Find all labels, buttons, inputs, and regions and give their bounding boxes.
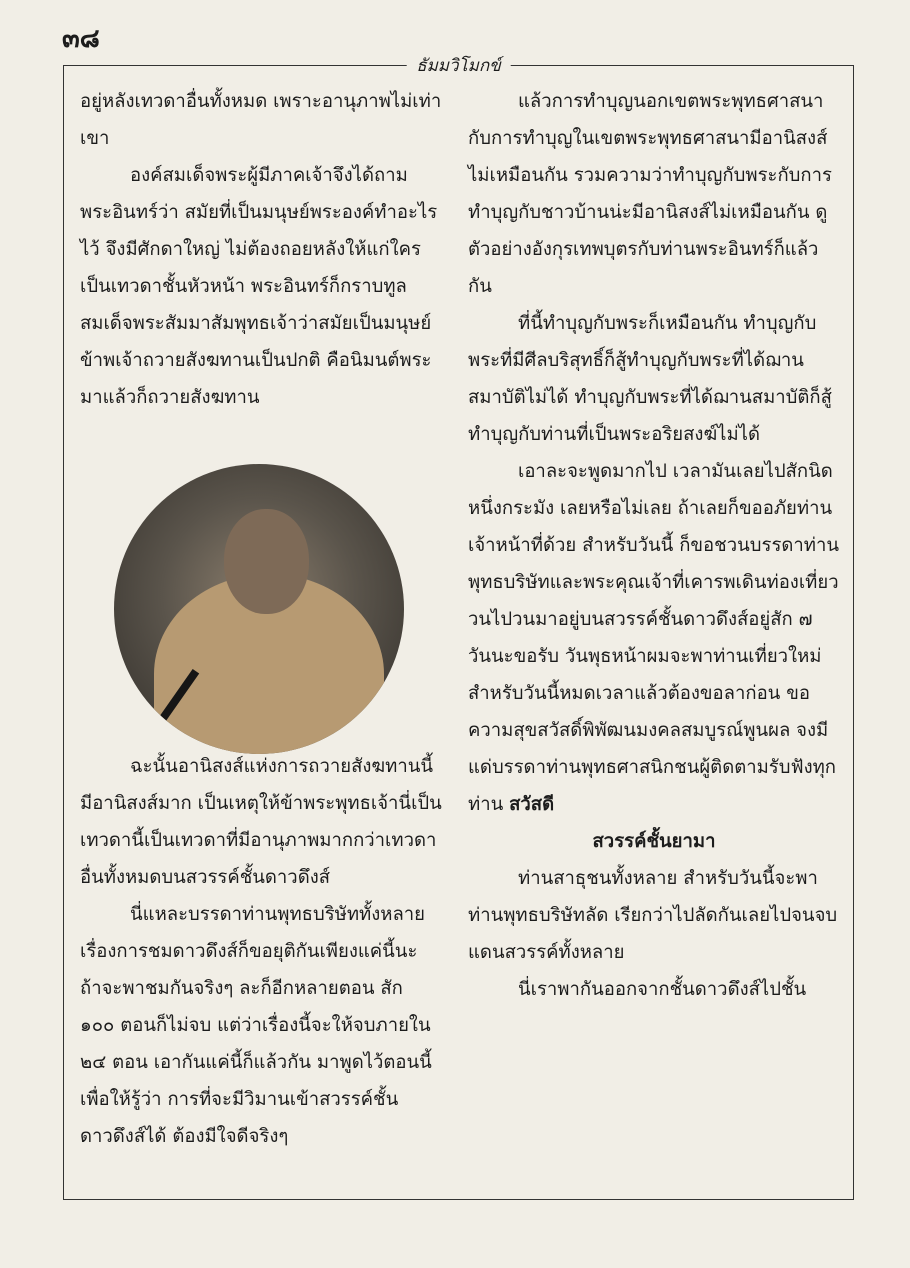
- paragraph: นี่เราพากันออกจากชั้นดาวดึงส์ไปชั้น: [518, 979, 807, 1000]
- paragraph: ที่นี้ทำบุญกับพระก็เหมือนกัน ทำบุญกับพระที่มีศีลบริสุทธิ์ก็สู้ทำบุญกับพระที่ได้ฌานสมาบัติไม่ได้ ทำบุญกับพระที่ได้ฌานสมาบัติก็สู้ทำบุญกับท่านที่เป็นพระอริยสงฆ์ไม่ได้: [468, 313, 832, 445]
- right-column: [468, 83, 840, 1008]
- paragraph: ฉะนั้นอานิสงส์แห่งการถวายสังฆทานนี้มีอานิสงส์มาก เป็นเหตุให้ข้าพระพุทธเจ้านี่เป็นเทวดานี้เป็นเทวดาที่มีอานุภาพมากกว่าเทวดาอื่นทั้งหมดบนสวรรค์ชั้นดาวดึงส์: [80, 756, 442, 888]
- paragraph: แล้วการทำบุญนอกเขตพระพุทธศาสนากับการทำบุญในเขตพระพุทธศาสนามีอานิสงส์ไม่เหมือนกัน รวมความว่าทำบุญกับพระกับการทำบุญกับชาวบ้านน่ะมีอานิสงส์ไม่เหมือนกัน ดูตัวอย่างอังกุรเทพบุตรกับท่านพระอินทร์ก็แล้วกัน: [468, 91, 832, 297]
- left-column-top: [80, 83, 442, 416]
- greeting-bold: สวัสดี: [509, 794, 555, 815]
- paragraph: ท่านสาธุชนทั้งหลาย สำหรับวันนี้จะพาท่านพุทธบริษัทลัด เรียกว่าไปลัดกันเลยไปจนจบแดนสวรรค์ทั้งหลาย: [468, 868, 838, 963]
- left-column-bottom: [80, 748, 442, 1155]
- running-head: ธัมมวิโมกข์: [406, 52, 511, 79]
- paragraph: องค์สมเด็จพระผู้มีภาคเจ้าจึงได้ถามพระอินทร์ว่า สมัยที่เป็นมนุษย์พระองค์ทำอะไรไว้ จึงมีศักดาใหญ่ ไม่ต้องถอยหลังให้แก่ใครเป็นเทวดาชั้นหัวหน้า พระอินทร์ก็กราบทูลสมเด็จพระสัมมาสัมพุทธเจ้าว่าสมัยเป็นมนุษย์ข้าพเจ้าถวายสังฆทานเป็นปกติ คือนิมนต์พระมาแล้วก็ถวายสังฆทาน: [80, 165, 438, 408]
- monk-portrait-photo: [114, 464, 404, 754]
- paragraph: [468, 453, 840, 823]
- paragraph: นี่แหละบรรดาท่านพุทธบริษัททั้งหลายเรื่องการชมดาวดึงส์ก็ขอยุติกันเพียงแค่นี้นะ ถ้าจะพาชมกันจริงๆ ละก็อีกหลายตอน สัก ๑๐๐ ตอนก็ไม่จบ แต่ว่าเรื่องนี้จะให้จบภายใน ๒๔ ตอน เอากันแค่นี้ก็แล้วกัน มาพูดไว้ตอนนี้เพื่อให้รู้ว่า การที่จะมีวิมานเข้าสวรรค์ชั้นดาวดึงส์ได้ ต้องมีใจดีจริงๆ: [80, 904, 432, 1147]
- page-number: ๓๘: [62, 24, 100, 54]
- head-shape: [224, 509, 309, 614]
- section-heading: สวรรค์ชั้นยามา: [592, 831, 716, 852]
- paragraph-text: เอาละจะพูดมากไป เวลามันเลยไปสักนิดหนึ่งกระมัง เลยหรือไม่เลย ถ้าเลยก็ขออภัยท่านเจ้าหน้าที่ด้วย สำหรับวันนี้ ก็ขอชวนบรรดาท่านพุทธบริษัทและพระคุณเจ้าที่เคารพเดินท่องเที่ยววนไปวนมาอยู่บนสวรรค์ชั้นดาวดึงส์อยู่สัก ๗ วันนะขอรับ วันพุธหน้าผมจะพาท่านเที่ยวใหม่ สำหรับวันนี้หมดเวลาแล้วต้องขอลาก่อน ขอความสุขสวัสดิ์พิพัฒนมงคลสมบูรณ์พูนผล จงมีแด่บรรดาท่านพุทธศาสนิกชนผู้ติดตามรับฟังทุกท่าน: [468, 461, 840, 815]
- paragraph: อยู่หลังเทวดาอื่นทั้งหมด เพราะอานุภาพไม่เท่าเขา: [80, 91, 442, 149]
- page-frame: [63, 56, 854, 1200]
